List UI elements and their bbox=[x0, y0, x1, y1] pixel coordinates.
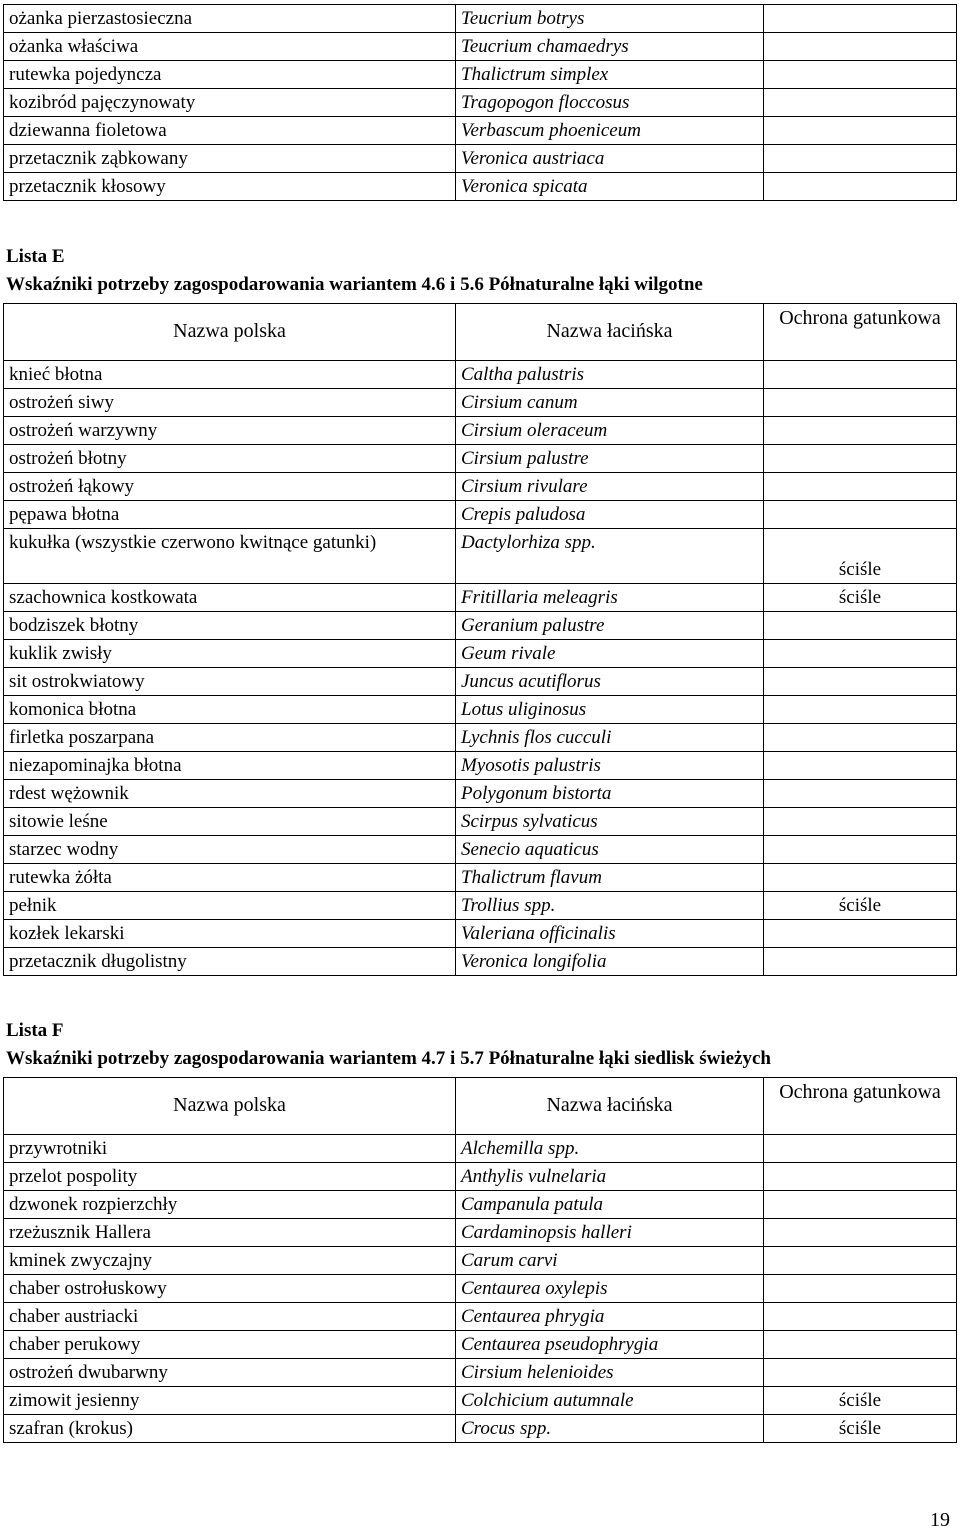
polish-name-cell: kozłek lekarski bbox=[4, 920, 456, 948]
protection-cell bbox=[764, 173, 957, 201]
latin-name-cell: Centaurea phrygia bbox=[456, 1303, 764, 1331]
latin-name-cell: Verbascum phoeniceum bbox=[456, 117, 764, 145]
latin-name-cell: Thalictrum flavum bbox=[456, 864, 764, 892]
table-row bbox=[4, 173, 957, 201]
protection-cell bbox=[764, 417, 957, 445]
latin-name-cell: Carum carvi bbox=[456, 1247, 764, 1275]
top-table-body bbox=[4, 5, 957, 201]
latin-name-cell: Veronica spicata bbox=[456, 173, 764, 201]
polish-name-cell: przetacznik długolistny bbox=[4, 948, 456, 976]
table-row bbox=[4, 1191, 957, 1219]
polish-name-cell: pełnik bbox=[4, 892, 456, 920]
table-row bbox=[4, 948, 957, 976]
table-row bbox=[4, 724, 957, 752]
protection-cell bbox=[764, 445, 957, 473]
table-row bbox=[4, 696, 957, 724]
protection-cell bbox=[764, 696, 957, 724]
latin-name-cell: Lotus uliginosus bbox=[456, 696, 764, 724]
polish-name-cell: kukułka (wszystkie czerwono kwitnące gatunki) bbox=[4, 529, 456, 584]
latin-name-cell: Geum rivale bbox=[456, 640, 764, 668]
protection-cell bbox=[764, 864, 957, 892]
polish-name-cell: starzec wodny bbox=[4, 836, 456, 864]
table-row bbox=[4, 668, 957, 696]
polish-name-cell: dziewanna fioletowa bbox=[4, 117, 456, 145]
protection-cell: ściśle bbox=[764, 584, 957, 612]
table-row bbox=[4, 1331, 957, 1359]
latin-name-cell: Centaurea oxylepis bbox=[456, 1275, 764, 1303]
polish-name-cell: komonica błotna bbox=[4, 696, 456, 724]
latin-name-cell: Campanula patula bbox=[456, 1191, 764, 1219]
protection-cell bbox=[764, 724, 957, 752]
table-row bbox=[4, 612, 957, 640]
polish-name-cell: rutewka pojedyncza bbox=[4, 61, 456, 89]
latin-name-cell: Cardaminopsis halleri bbox=[456, 1219, 764, 1247]
protection-cell bbox=[764, 780, 957, 808]
protection-cell bbox=[764, 1219, 957, 1247]
latin-name-cell: Cirsium oleraceum bbox=[456, 417, 764, 445]
protection-cell bbox=[764, 612, 957, 640]
page-number: 19 bbox=[930, 1509, 950, 1531]
table-row bbox=[4, 1275, 957, 1303]
latin-name-cell: Veronica austriaca bbox=[456, 145, 764, 173]
latin-name-cell: Dactylorhiza spp. bbox=[456, 529, 764, 584]
table-row bbox=[4, 752, 957, 780]
table-row bbox=[4, 808, 957, 836]
polish-name-cell: ostrożeń warzywny bbox=[4, 417, 456, 445]
latin-name-cell: Centaurea pseudophrygia bbox=[456, 1331, 764, 1359]
table-row bbox=[4, 1387, 957, 1415]
polish-name-cell: zimowit jesienny bbox=[4, 1387, 456, 1415]
protection-cell bbox=[764, 1359, 957, 1387]
protection-cell bbox=[764, 1135, 957, 1163]
polish-name-cell: przywrotniki bbox=[4, 1135, 456, 1163]
protection-cell bbox=[764, 920, 957, 948]
table-row bbox=[4, 473, 957, 501]
polish-name-cell: rzeżusznik Hallera bbox=[4, 1219, 456, 1247]
latin-name-cell: Lychnis flos cucculi bbox=[456, 724, 764, 752]
latin-name-cell: Caltha palustris bbox=[456, 361, 764, 389]
list-e-title: Lista E bbox=[6, 246, 65, 267]
protection-cell bbox=[764, 1303, 957, 1331]
protection-cell bbox=[764, 5, 957, 33]
protection-cell bbox=[764, 1331, 957, 1359]
polish-name-cell: sit ostrokwiatowy bbox=[4, 668, 456, 696]
table-row bbox=[4, 1247, 957, 1275]
protection-cell bbox=[764, 836, 957, 864]
table-row bbox=[4, 5, 957, 33]
table-row bbox=[4, 640, 957, 668]
polish-name-cell: kozibród pajęczynowaty bbox=[4, 89, 456, 117]
protection-cell bbox=[764, 361, 957, 389]
protection-cell bbox=[764, 640, 957, 668]
polish-name-cell: rdest wężownik bbox=[4, 780, 456, 808]
polish-name-cell: ostrożeń dwubarwny bbox=[4, 1359, 456, 1387]
col-header-protection: Ochrona gatunkowa bbox=[764, 1078, 957, 1135]
latin-name-cell: Thalictrum simplex bbox=[456, 61, 764, 89]
table-row bbox=[4, 1303, 957, 1331]
latin-name-cell: Cirsium rivulare bbox=[456, 473, 764, 501]
latin-name-cell: Fritillaria meleagris bbox=[456, 584, 764, 612]
list-e-header-row bbox=[4, 304, 957, 361]
protection-cell bbox=[764, 1191, 957, 1219]
table-row bbox=[4, 361, 957, 389]
table-row bbox=[4, 1163, 957, 1191]
protection-cell bbox=[764, 473, 957, 501]
table-row bbox=[4, 780, 957, 808]
latin-name-cell: Teucrium botrys bbox=[456, 5, 764, 33]
table-row bbox=[4, 892, 957, 920]
latin-name-cell: Crepis paludosa bbox=[456, 501, 764, 529]
latin-name-cell: Juncus acutiflorus bbox=[456, 668, 764, 696]
protection-cell bbox=[764, 1247, 957, 1275]
polish-name-cell: niezapominajka błotna bbox=[4, 752, 456, 780]
table-row bbox=[4, 61, 957, 89]
polish-name-cell: pępawa błotna bbox=[4, 501, 456, 529]
latin-name-cell: Anthylis vulnelaria bbox=[456, 1163, 764, 1191]
table-row bbox=[4, 417, 957, 445]
latin-name-cell: Tragopogon floccosus bbox=[456, 89, 764, 117]
list-e-body bbox=[4, 361, 957, 976]
col-header-protection: Ochrona gatunkowa bbox=[764, 304, 957, 361]
polish-name-cell: chaber perukowy bbox=[4, 1331, 456, 1359]
protection-cell bbox=[764, 89, 957, 117]
list-f-body bbox=[4, 1135, 957, 1443]
col-header-polish: Nazwa polska bbox=[4, 304, 456, 361]
latin-name-cell: Colchicium autumnale bbox=[456, 1387, 764, 1415]
latin-name-cell: Trollius spp. bbox=[456, 892, 764, 920]
protection-cell bbox=[764, 117, 957, 145]
table-row bbox=[4, 89, 957, 117]
latin-name-cell: Senecio aquaticus bbox=[456, 836, 764, 864]
latin-name-cell: Alchemilla spp. bbox=[456, 1135, 764, 1163]
polish-name-cell: bodziszek błotny bbox=[4, 612, 456, 640]
list-f-header-row bbox=[4, 1078, 957, 1135]
protection-cell bbox=[764, 1163, 957, 1191]
polish-name-cell: kuklik zwisły bbox=[4, 640, 456, 668]
latin-name-cell: Myosotis palustris bbox=[456, 752, 764, 780]
table-row bbox=[4, 584, 957, 612]
polish-name-cell: rutewka żółta bbox=[4, 864, 456, 892]
polish-name-cell: ostrożeń łąkowy bbox=[4, 473, 456, 501]
protection-cell bbox=[764, 948, 957, 976]
polish-name-cell: ostrożeń siwy bbox=[4, 389, 456, 417]
polish-name-cell: ożanka właściwa bbox=[4, 33, 456, 61]
protection-cell bbox=[764, 389, 957, 417]
latin-name-cell: Valeriana officinalis bbox=[456, 920, 764, 948]
protection-cell bbox=[764, 668, 957, 696]
table-row bbox=[4, 1359, 957, 1387]
protection-cell bbox=[764, 145, 957, 173]
protection-cell: ściśle bbox=[764, 892, 957, 920]
polish-name-cell: firletka poszarpana bbox=[4, 724, 456, 752]
list-f-title: Lista F bbox=[6, 1020, 64, 1041]
polish-name-cell: szafran (krokus) bbox=[4, 1415, 456, 1443]
table-row bbox=[4, 145, 957, 173]
latin-name-cell: Polygonum bistorta bbox=[456, 780, 764, 808]
top-species-table bbox=[3, 4, 957, 201]
latin-name-cell: Crocus spp. bbox=[456, 1415, 764, 1443]
latin-name-cell: Scirpus sylvaticus bbox=[456, 808, 764, 836]
polish-name-cell: chaber austriacki bbox=[4, 1303, 456, 1331]
col-header-latin: Nazwa łacińska bbox=[456, 304, 764, 361]
protection-cell: ściśle bbox=[764, 1415, 957, 1443]
table-row bbox=[4, 33, 957, 61]
col-header-polish: Nazwa polska bbox=[4, 1078, 456, 1135]
protection-cell bbox=[764, 501, 957, 529]
latin-name-cell: Geranium palustre bbox=[456, 612, 764, 640]
polish-name-cell: ostrożeń błotny bbox=[4, 445, 456, 473]
list-f-table bbox=[3, 1077, 957, 1443]
protection-cell: ściśle bbox=[764, 529, 957, 584]
polish-name-cell: chaber ostrołuskowy bbox=[4, 1275, 456, 1303]
polish-name-cell: przetacznik ząbkowany bbox=[4, 145, 456, 173]
latin-name-cell: Cirsium canum bbox=[456, 389, 764, 417]
table-row bbox=[4, 1135, 957, 1163]
polish-name-cell: przetacznik kłosowy bbox=[4, 173, 456, 201]
latin-name-cell: Veronica longifolia bbox=[456, 948, 764, 976]
list-e-subtitle: Wskaźniki potrzeby zagospodarowania wariantem 4.6 i 5.6 Półnaturalne łąki wilgotne bbox=[6, 274, 703, 295]
table-row bbox=[4, 529, 957, 584]
table-row bbox=[4, 445, 957, 473]
col-header-latin: Nazwa łacińska bbox=[456, 1078, 764, 1135]
protection-cell bbox=[764, 808, 957, 836]
polish-name-cell: przelot pospolity bbox=[4, 1163, 456, 1191]
protection-cell bbox=[764, 752, 957, 780]
table-row bbox=[4, 389, 957, 417]
polish-name-cell: ożanka pierzastosieczna bbox=[4, 5, 456, 33]
latin-name-cell: Cirsium palustre bbox=[456, 445, 764, 473]
polish-name-cell: knieć błotna bbox=[4, 361, 456, 389]
table-row bbox=[4, 864, 957, 892]
protection-cell bbox=[764, 61, 957, 89]
polish-name-cell: sitowie leśne bbox=[4, 808, 456, 836]
list-f-subtitle: Wskaźniki potrzeby zagospodarowania wariantem 4.7 i 5.7 Półnaturalne łąki siedlisk świeżych bbox=[6, 1048, 771, 1069]
table-row bbox=[4, 920, 957, 948]
table-row bbox=[4, 117, 957, 145]
table-row bbox=[4, 1219, 957, 1247]
polish-name-cell: kminek zwyczajny bbox=[4, 1247, 456, 1275]
protection-cell: ściśle bbox=[764, 1387, 957, 1415]
table-row bbox=[4, 836, 957, 864]
latin-name-cell: Teucrium chamaedrys bbox=[456, 33, 764, 61]
latin-name-cell: Cirsium helenioides bbox=[456, 1359, 764, 1387]
list-e-table bbox=[3, 303, 957, 976]
polish-name-cell: szachownica kostkowata bbox=[4, 584, 456, 612]
protection-cell bbox=[764, 1275, 957, 1303]
polish-name-cell: dzwonek rozpierzchły bbox=[4, 1191, 456, 1219]
protection-cell bbox=[764, 33, 957, 61]
table-row bbox=[4, 501, 957, 529]
table-row bbox=[4, 1415, 957, 1443]
